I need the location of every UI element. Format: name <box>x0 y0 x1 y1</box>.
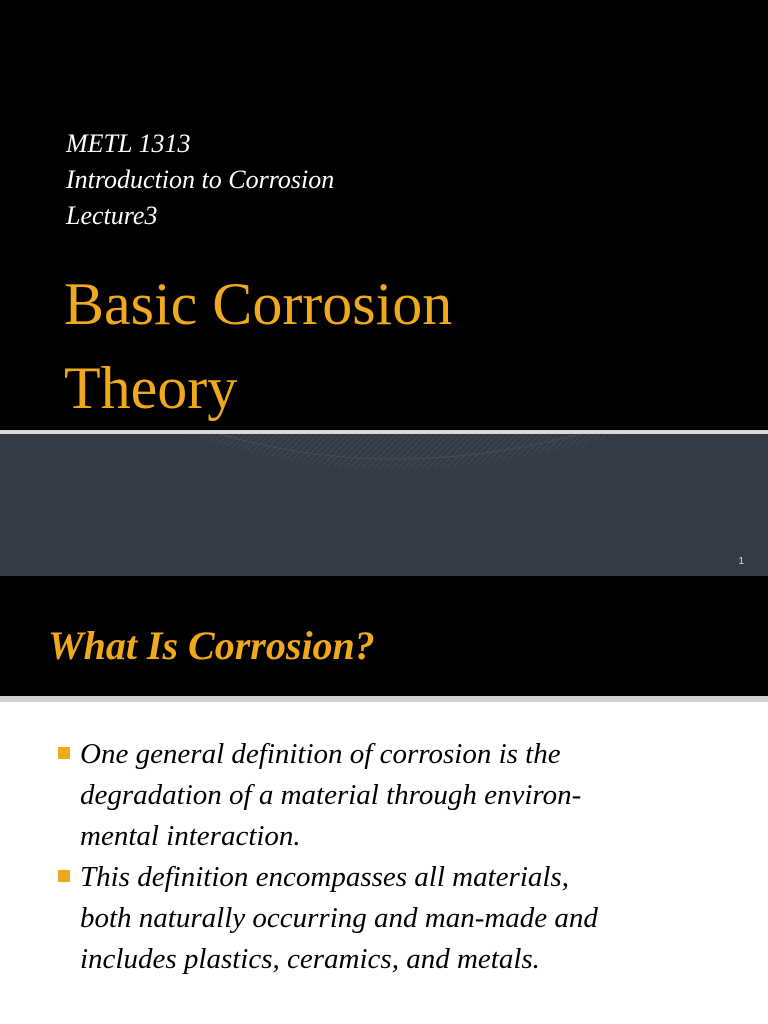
course-code: METL 1313 <box>66 129 191 158</box>
slide-header <box>0 576 768 696</box>
bullet-line: both naturally occurring and man-made and <box>80 902 598 934</box>
page-number: 1 <box>738 556 744 567</box>
course-name: Introduction to Corrosion <box>66 165 335 194</box>
bullet-item <box>58 734 748 857</box>
band-pattern <box>0 434 768 576</box>
bullet-square-icon <box>58 870 70 882</box>
bullet-line: degradation of a material through environ- <box>80 779 582 811</box>
lecture-label: Lecture3 <box>66 201 158 230</box>
bullet-item <box>58 857 748 980</box>
slide-2 <box>0 576 768 1024</box>
bullet-square-icon <box>58 747 70 759</box>
bullet-line: includes plastics, ceramics, and metals. <box>80 943 540 975</box>
bullet-list <box>58 734 748 980</box>
header-divider <box>0 696 768 702</box>
title-line-2: Theory <box>64 355 238 421</box>
bullet-line: mental interaction. <box>80 820 301 852</box>
slide-subtitle <box>66 126 334 234</box>
title-line-1: Basic Corrosion <box>64 271 453 337</box>
slide-title <box>64 262 452 430</box>
slide-heading: What Is Corrosion? <box>48 623 375 668</box>
bullet-line: One general definition of corrosion is the <box>80 738 561 770</box>
decorative-band <box>0 434 768 576</box>
bullet-line: This definition encompasses all materials, <box>80 861 569 893</box>
